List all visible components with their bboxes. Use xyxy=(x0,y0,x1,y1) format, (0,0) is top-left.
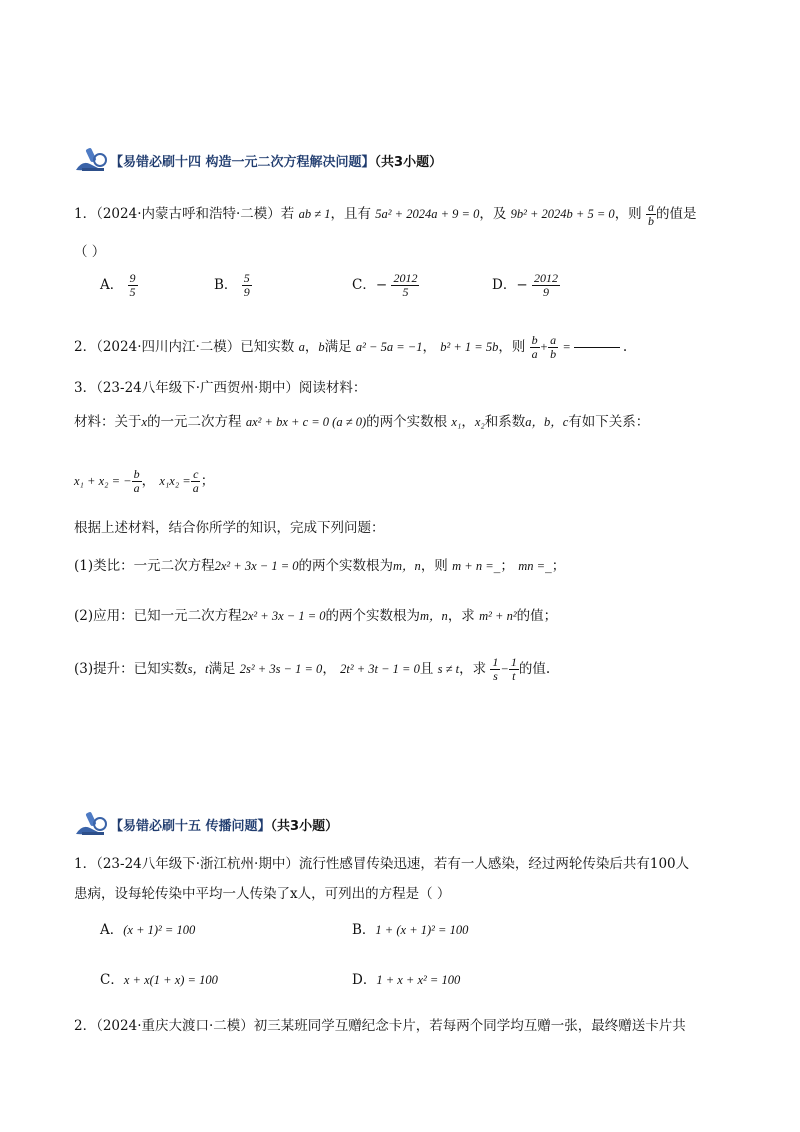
section-title: 【易错必刷十四 构造一元二次方程解决问题】 xyxy=(110,155,375,170)
option-b[interactable]: B．1 + (x + 1)² = 100 xyxy=(352,922,469,938)
answer-blank[interactable]: _ xyxy=(545,558,552,574)
option-a[interactable]: A． $\frac{9}{5}$ xyxy=(100,271,136,299)
vieta-relations: x₁ + x₂ = − $\frac{b}{a}$ ， x₁x₂ = $\frac{c}{a}$ ； xyxy=(74,467,215,495)
general-equation: ax² + bx + c = 0 (a ≠ 0) xyxy=(245,415,367,429)
section-count: （共3小题） xyxy=(374,155,443,170)
fraction-a-over-b: $\frac{a}{b}$ xyxy=(647,200,654,228)
option-a[interactable]: A．(x + 1)² = 100 xyxy=(100,922,196,938)
option-d[interactable]: D．− $\frac{2012}{9}$ xyxy=(492,271,558,299)
answer-paren: （ ） xyxy=(74,244,106,260)
option-c[interactable]: C．− $\frac{2012}{5}$ xyxy=(352,271,418,299)
microscope-icon xyxy=(74,146,110,172)
answer-blank[interactable]: _ xyxy=(493,558,501,574)
option-d[interactable]: D．1 + x + x² = 100 xyxy=(352,972,461,988)
part-3: (3)提升：已知实数s，t满足 2s² + 3s − 1 = 0， 2t² + 3t − 1 = 0且 s ≠ t，求 $\frac{1}{s}$ − $\frac{1}{t}$ 的值. xyxy=(74,655,551,683)
question-1-line-1: 1．（23-24八年级下·浙江杭州·期中）流行性感冒传染迅速，若有一人感染，经过两轮传染后共有100人 xyxy=(74,856,690,872)
microscope-icon xyxy=(74,810,110,836)
option-c[interactable]: C．x + x(1 + x) = 100 xyxy=(100,972,218,988)
part-1: (1)类比：一元二次方程2x² + 3x − 1 = 0的两个实数根为m，n，则 m + n =_； mn =_； xyxy=(74,558,566,574)
equation-a: 5a² + 2024a + 9 = 0 xyxy=(375,207,480,221)
instructions: 根据上述材料，结合你所学的知识，完成下列问题： xyxy=(74,520,385,536)
question-2-line-1: 2．（2024·重庆大渡口·二模）初三某班同学互赠纪念卡片，若每两个同学均互赠一张，最终赠送卡片共 xyxy=(74,1018,686,1034)
section-title: 【易错必刷十五 传播问题】 xyxy=(110,819,271,834)
question-1-line-2: 患病，设每轮传染中平均一人传染了x人，可列出的方程是（ ） xyxy=(74,886,451,902)
answer-blank[interactable] xyxy=(574,347,620,348)
question-3-header: 3．（23-24八年级下·广西贺州·期中）阅读材料： xyxy=(74,380,367,396)
equation-b: 9b² + 2024b + 5 = 0 xyxy=(510,207,615,221)
part-2: (2)应用：已知一元二次方程2x² + 3x − 1 = 0的两个实数根为m，n，求 m² + n²的值； xyxy=(74,608,558,624)
question-1-line-1: 1．（2024·内蒙古呼和浩特·二模）若 ab ≠ 1，且有 5a² + 2024a + 9 = 0，及 9b² + 2024b + 5 = 0，则 $\frac{a}{b}$ 的值是 xyxy=(74,200,697,228)
question-source: （2024·内蒙古呼和浩特·二模） xyxy=(96,206,281,222)
question-number: 1． xyxy=(74,206,97,222)
section-count: （共3小题） xyxy=(270,819,339,834)
material-text: 材料：关于x的一元二次方程 ax² + bx + c = 0 (a ≠ 0)的两个实数根 x₁，x₂和系数a，b，c有如下关系： xyxy=(74,414,650,430)
condition: ab ≠ 1 xyxy=(298,207,331,221)
equation-a: a² − 5a = −1 xyxy=(355,340,423,354)
equation-b: b² + 1 = 5b xyxy=(440,340,499,354)
option-b[interactable]: B． $\frac{5}{9}$ xyxy=(214,271,250,299)
question-2: 2．（2024·四川内江·二模）已知实数 a，b满足 a² − 5a = −1， b² + 1 = 5b，则 $\frac{b}{a}$ + $\frac{a}{b}$ = . xyxy=(74,333,628,361)
